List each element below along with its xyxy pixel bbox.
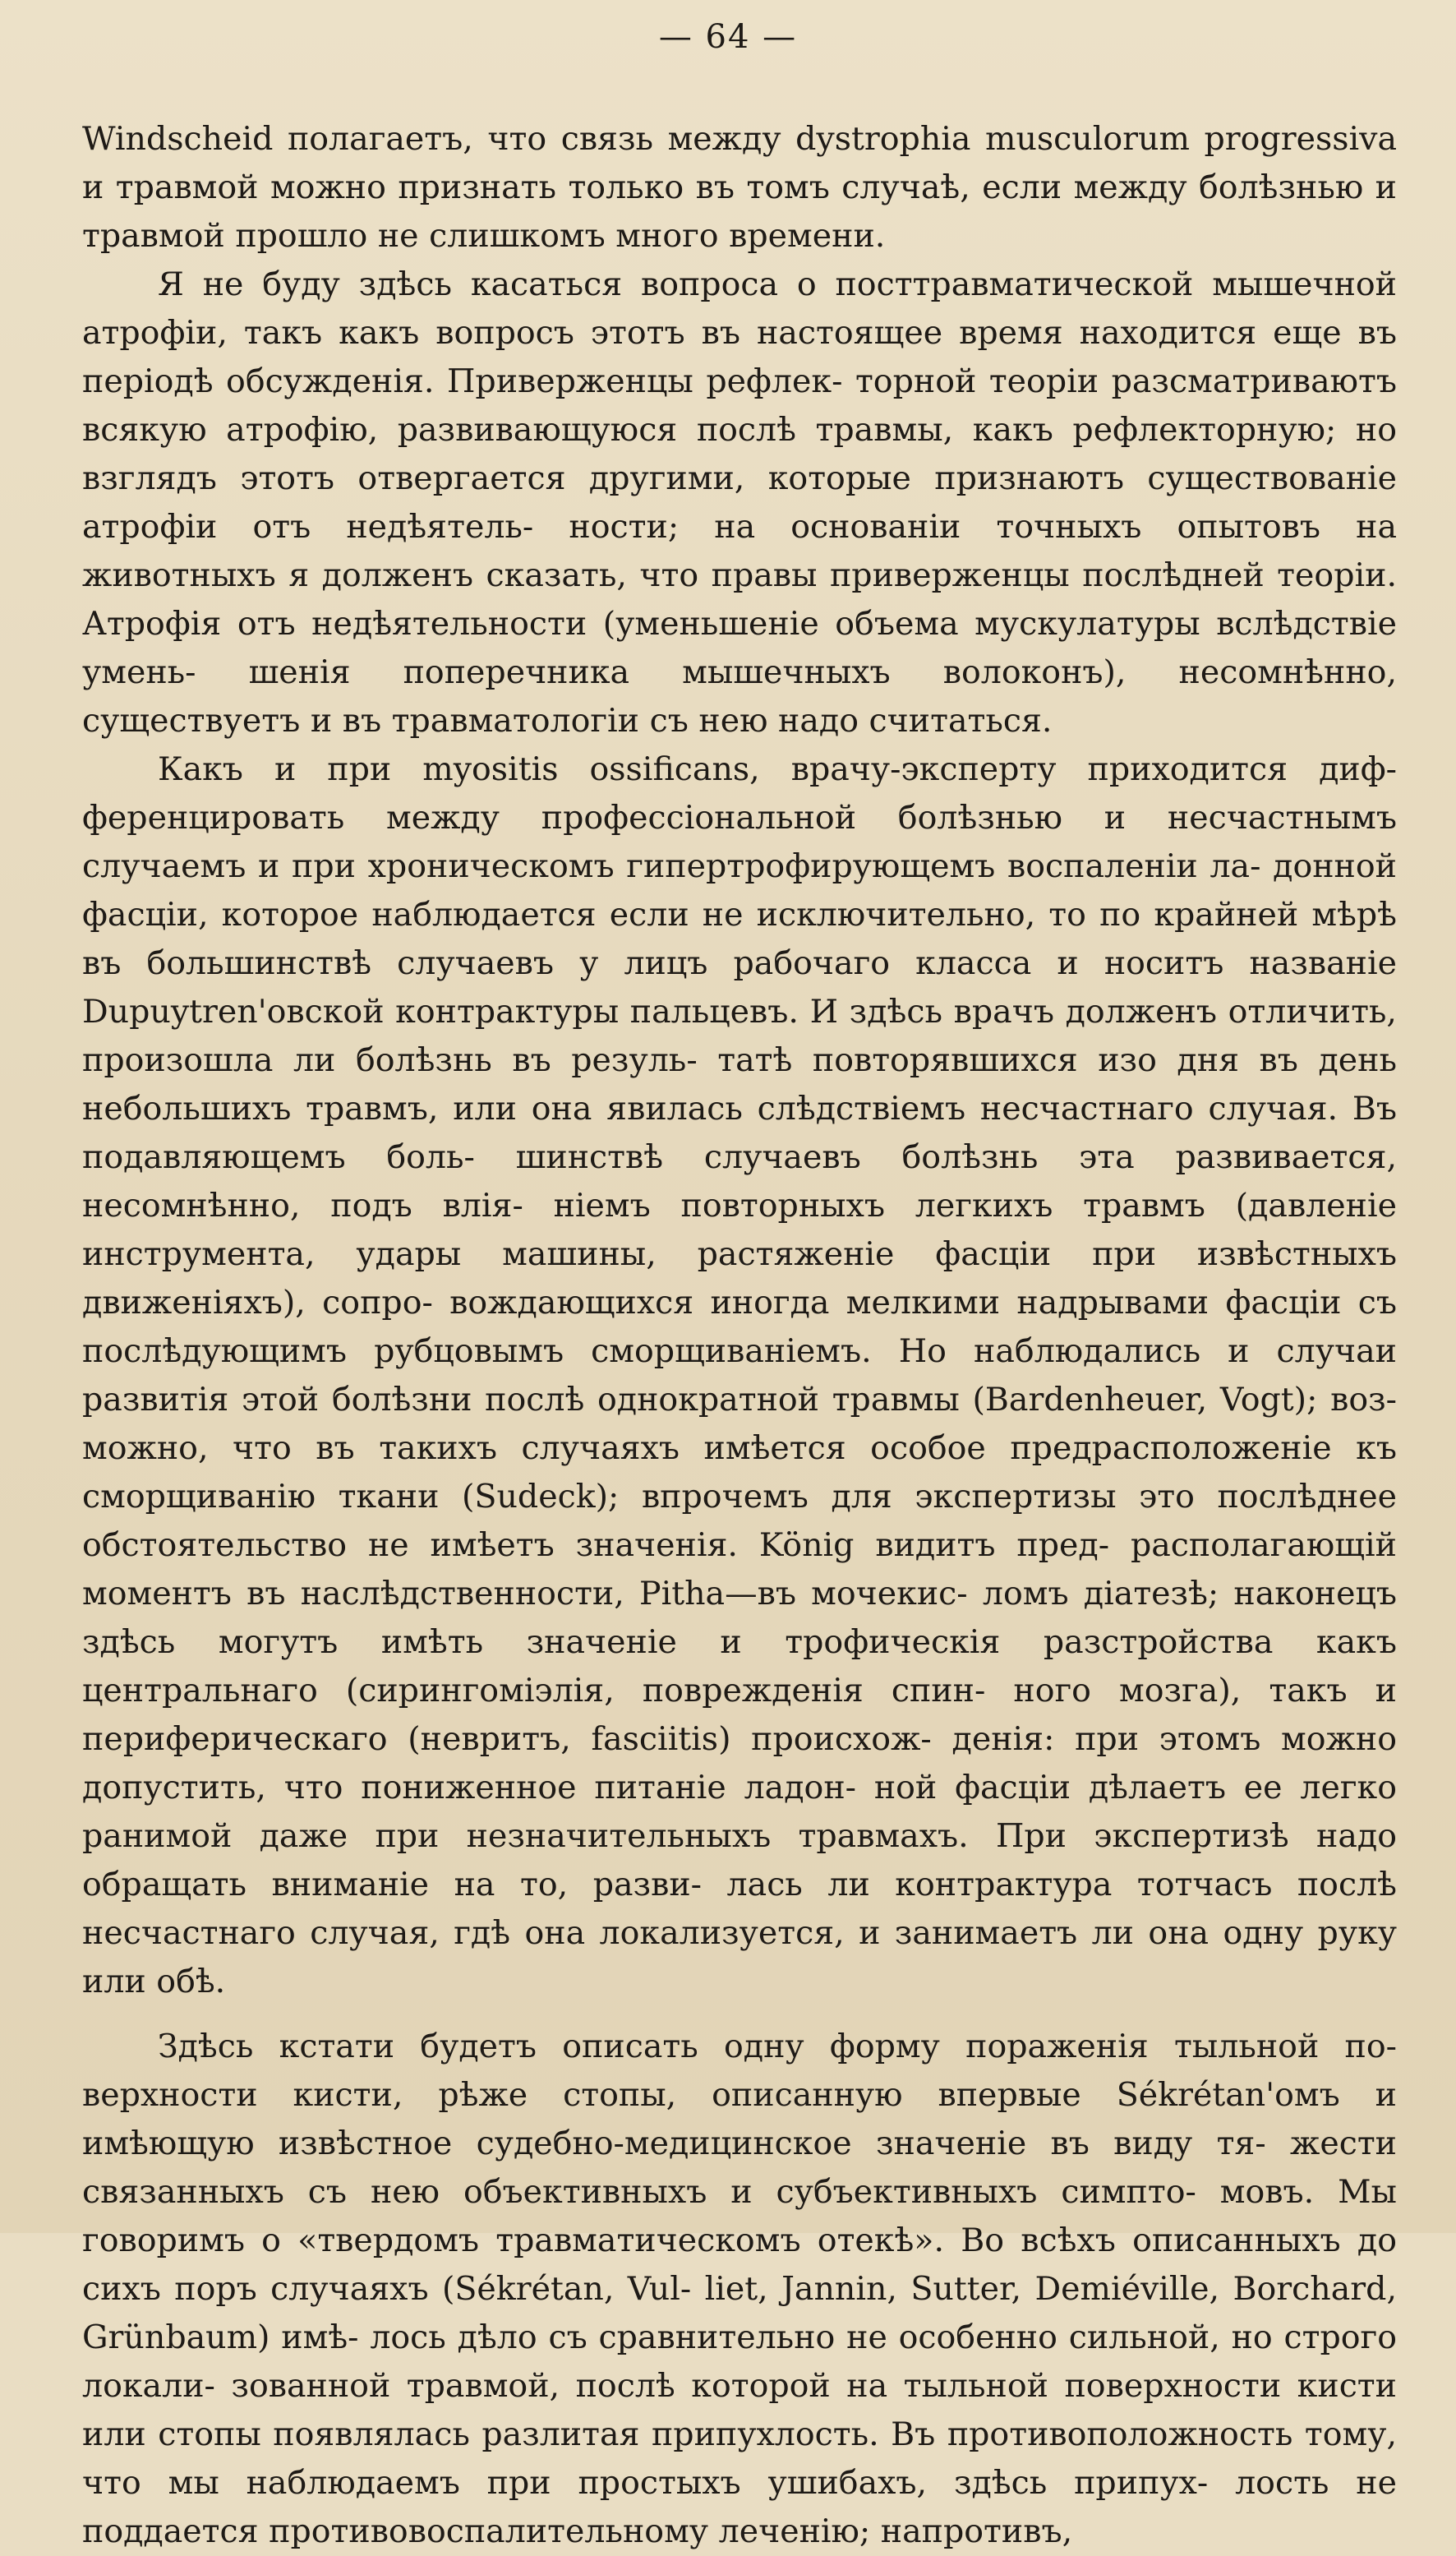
body-text xyxy=(82,115,1397,2556)
text-line: ного мозга), такъ и периферическаго (невритъ, fasciitis) происхож- xyxy=(82,1672,1397,1758)
text-line: разстройства какъ центральнаго (сирингоміэлія, поврежденія спин- xyxy=(82,1623,1397,1709)
text-line: явилась слѣдствіемъ несчастнаго случая. Въ подавляющемъ боль- xyxy=(82,1090,1397,1176)
text-line: ной фасціи дѣлаетъ ее легко ранимой даже при незначительныхъ xyxy=(82,1769,1398,1855)
text-line: верхности кисти, рѣже стопы, описанную впервые Sékrétan'омъ xyxy=(82,2076,1340,2114)
text-line: progressiva и травмой можно признать только въ томъ случаѣ, если xyxy=(82,120,1397,206)
text-line: можно, что въ такихъ случаяхъ имѣется особое предрасположеніе xyxy=(82,1429,1332,1467)
paragraph-3 xyxy=(82,745,1397,2006)
text-line: И здѣсь врачъ долженъ отличить, произошла ли болѣзнь въ резуль- xyxy=(82,993,1397,1079)
text-line: лость не поддается противовоспалительному леченію; напротивъ, xyxy=(82,2464,1397,2550)
text-line: вождающихся иногда мелкими надрывами фасціи съ послѣдующимъ xyxy=(82,1284,1397,1370)
text-line: къ сморщиванію ткани (Sudeck); впрочемъ для экспертизы это xyxy=(82,1429,1397,1516)
paragraph-2 xyxy=(82,261,1397,745)
text-line: тому, что мы наблюдаемъ при простыхъ ушибахъ, здѣсь припух- xyxy=(82,2415,1397,2502)
text-line: послѣ травмы, какъ рефлекторную; но взглядъ этотъ отвергается xyxy=(82,411,1398,497)
text-line: машины, растяженіе фасціи при извѣстныхъ движеніяхъ), сопро- xyxy=(82,1235,1397,1322)
text-line: шинствѣ случаевъ болѣзнь эта развивается, несомнѣнно, подъ влія- xyxy=(82,1138,1398,1225)
text-line: Здѣсь кстати будетъ описать одну форму пораженія тыльной по- xyxy=(158,2028,1397,2065)
text-line: располагающій моментъ въ наслѣдственности, Pitha—въ мочекис- xyxy=(82,1526,1397,1612)
text-line: случаемъ и при хроническомъ гипертрофирующемъ воспаленіи ла- xyxy=(82,847,1261,885)
text-line: жести связанныхъ съ нею объективныхъ и субъективныхъ симпто- xyxy=(82,2125,1397,2211)
text-line: время находится еще въ періодѣ обсужденія. Приверженцы рефлек- xyxy=(82,314,1398,400)
text-line: liet, Jannin, Sutter, Demiéville, Borchard, Grünbaum) имѣ- xyxy=(82,2270,1398,2356)
page-number: — 64 — xyxy=(658,18,798,56)
text-line: лась ли контрактура тотчасъ послѣ несчастнаго случая, гдѣ она xyxy=(82,1866,1397,1952)
text-line: послѣднее обстоятельство не имѣетъ значенія. König видитъ пред- xyxy=(82,1478,1397,1564)
text-line: и въ травматологіи съ нею надо считаться. xyxy=(310,702,1053,740)
text-line: крайней мѣрѣ въ большинствѣ случаевъ у лицъ рабочаго класса и xyxy=(82,896,1397,982)
text-line: ференцировать между профессіональной болѣзнью и несчастнымъ xyxy=(82,799,1397,837)
text-line: зованной травмой, послѣ которой на тыльной поверхности кисти xyxy=(231,2367,1397,2405)
text-line: рубцовымъ сморщиваніемъ. Но наблюдались и случаи развитія этой xyxy=(82,1332,1397,1419)
text-line: сказать, что правы приверженцы послѣдней теоріи. Атрофія отъ xyxy=(82,556,1397,643)
text-line: Какъ и при myositis ossificans, врачу-эксперту приходится диф- xyxy=(158,750,1397,788)
text-line: донной фасціи, которое наблюдается если не исключительно, то по xyxy=(82,847,1397,934)
text-line: мовъ. Мы говоримъ о «твердомъ травматическомъ отекѣ». xyxy=(82,2173,1397,2259)
paragraph-1 xyxy=(82,115,1397,261)
text-line: носитъ названіе Dupuytren'овской контрактуры пальцевъ. xyxy=(82,944,1397,1031)
text-line: Во всѣхъ описанныхъ до сихъ поръ случаяхъ (Sékrétan, Vul- xyxy=(82,2222,1397,2308)
text-line: или стопы появлялась разлитая припухлость. Въ противоположность xyxy=(82,2415,1293,2453)
paragraph-4 xyxy=(82,2023,1397,2556)
text-line: мышечной атрофіи, такъ какъ вопросъ этотъ въ настоящее xyxy=(82,265,1398,352)
text-line: травмахъ. При экспертизѣ надо обращать вниманіе на то, разви- xyxy=(82,1817,1397,1903)
text-line: лось дѣло съ сравнительно не особенно сильной, но строго локали- xyxy=(82,2318,1398,2405)
text-line: и имѣющую извѣстное судебно-медицинское значеніе въ виду тя- xyxy=(82,2076,1397,2162)
text-line: ломъ діатезѣ; наконецъ здѣсь могутъ имѣть значеніе и трофическія xyxy=(82,1575,1398,1661)
text-line: ніемъ повторныхъ легкихъ травмъ (давленіе инструмента, удары xyxy=(82,1187,1398,1273)
text-line: торной теоріи разсматриваютъ всякую атрофію, развивающуюся xyxy=(82,362,1397,449)
text-line: болѣзни послѣ однократной травмы (Bardenheuer, Vogt); воз- xyxy=(331,1381,1397,1419)
text-line: татѣ повторявшихся изо дня въ день небольшихъ травмъ, или она xyxy=(82,1041,1397,1128)
text-line: Я не буду здѣсь касаться вопроса о посттравматической xyxy=(158,265,1194,303)
text-line: недѣятельности (уменьшеніе объема мускулатуры вслѣдствіе умень- xyxy=(82,605,1398,691)
text-line: Windscheid полагаетъ, что связь между dystrophia musculorum xyxy=(82,120,1190,158)
text-line: шенія поперечника мышечныхъ волоконъ), несомнѣнно, существуетъ xyxy=(82,653,1397,740)
text-line: другими, которые признаютъ существованіе атрофіи отъ недѣятель- xyxy=(82,459,1397,546)
text-line: ности; на основаніи точныхъ опытовъ на животныхъ я долженъ xyxy=(82,508,1397,594)
text-line: между болѣзнью и травмой прошло не слишкомъ много времени. xyxy=(82,168,1397,255)
text-line: денія: при этомъ можно допустить, что пониженное питаніе ладон- xyxy=(82,1720,1398,1806)
text-line: локализуется, и занимаетъ ли она одну руку или обѣ. xyxy=(82,1914,1397,2000)
